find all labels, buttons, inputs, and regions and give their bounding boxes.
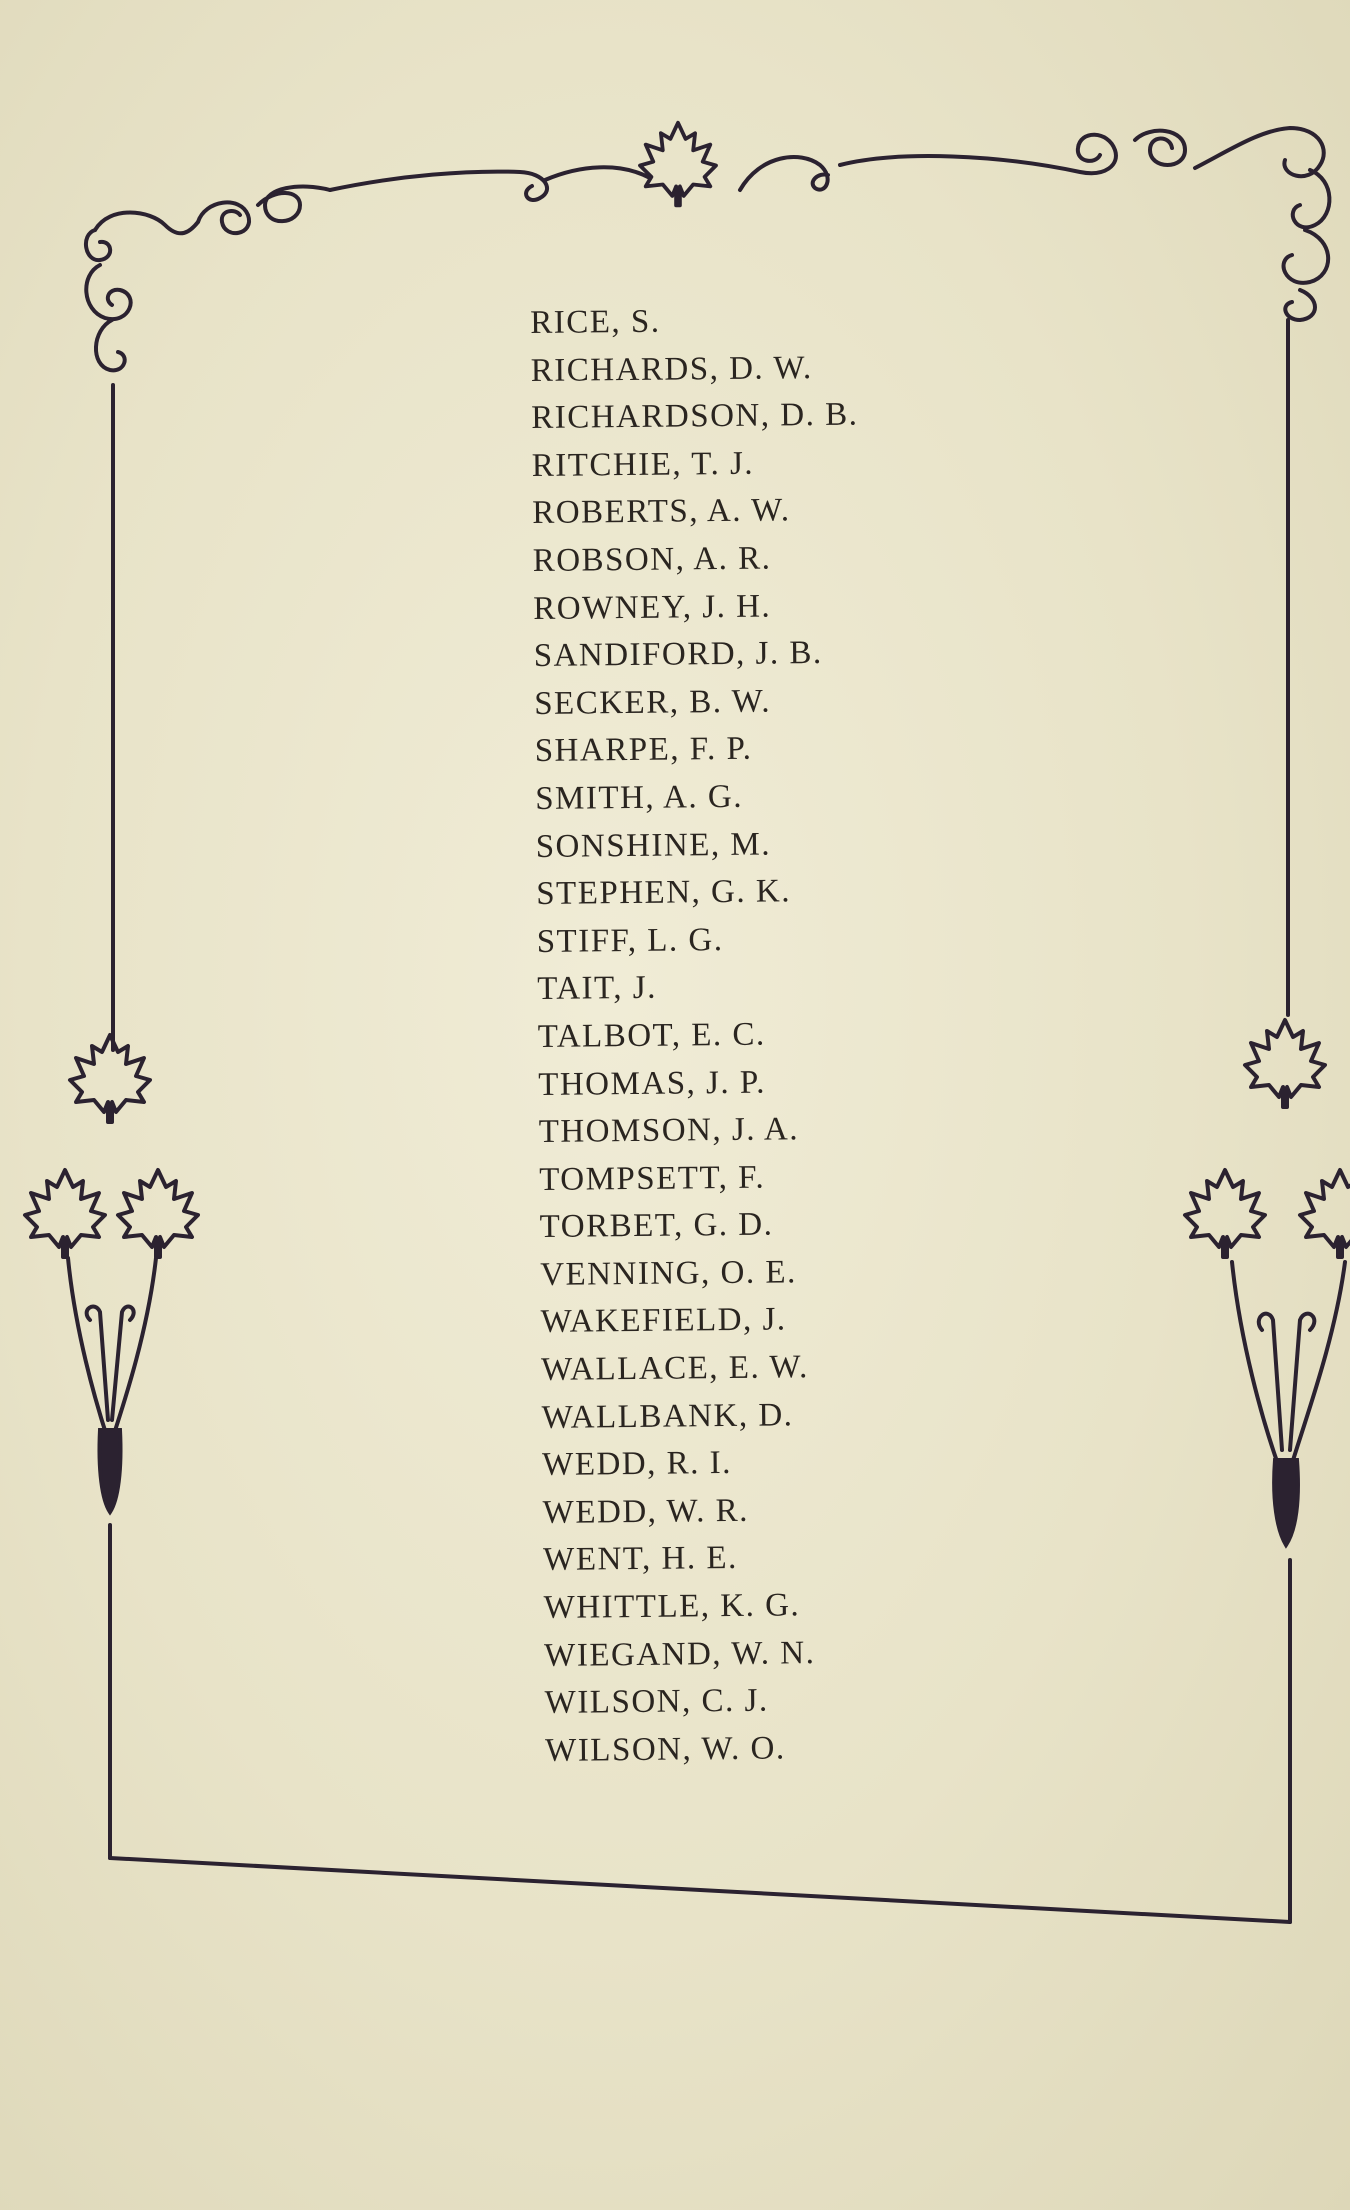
name-entry: THOMSON, J. A. — [538, 1111, 800, 1151]
name-entry: TOMPSETT, F. — [539, 1159, 766, 1198]
name-entry: STEPHEN, G. K. — [536, 873, 792, 913]
name-entry: WILSON, C. J. — [544, 1682, 769, 1722]
name-entry: SHARPE, F. P. — [534, 731, 753, 770]
name-entry: ROBSON, A. R. — [532, 540, 772, 579]
name-entry: WHITTLE, K. G. — [543, 1587, 801, 1626]
name-entry: WIEGAND, W. N. — [544, 1634, 816, 1674]
name-entry: SECKER, B. W. — [534, 683, 772, 722]
left-corner-curl — [86, 230, 131, 1050]
name-entry: WENT, H. E. — [543, 1540, 738, 1579]
right-leaf-cluster — [1185, 1020, 1350, 1545]
name-entry: WEDD, W. R. — [542, 1492, 750, 1531]
name-entry: SONSHINE, M. — [535, 826, 772, 865]
name-entry: RICHARDSON, D. B. — [531, 396, 859, 437]
name-entry: ROBERTS, A. W. — [532, 492, 791, 532]
name-entry: WALLBANK, D. — [541, 1396, 794, 1436]
maple-leaf-top — [640, 123, 716, 206]
name-entry: RICHARDS, D. W. — [530, 349, 813, 389]
name-entry: SANDIFORD, J. B. — [533, 635, 823, 675]
name-entry: RITCHIE, T. J. — [531, 445, 755, 484]
name-entry: WEDD, R. I. — [542, 1445, 733, 1484]
name-entry: WALLACE, E. W. — [541, 1349, 809, 1389]
name-entry: STIFF, L. G. — [536, 921, 724, 960]
name-entry: THOMAS, J. P. — [538, 1064, 767, 1103]
name-entry: TALBOT, E. C. — [537, 1016, 766, 1055]
name-entry: RICE, S. — [530, 303, 661, 341]
name-entry: WAKEFIELD, J. — [540, 1301, 787, 1341]
name-entry: WILSON, W. O. — [545, 1730, 786, 1769]
name-entry: TAIT, J. — [537, 970, 658, 1008]
name-entry: SMITH, A. G. — [535, 778, 744, 817]
right-corner-curl — [1284, 170, 1330, 1015]
name-entry: ROWNEY, J. H. — [533, 588, 772, 627]
names-list — [530, 297, 873, 1776]
name-entry: VENNING, O. E. — [540, 1254, 797, 1293]
left-leaf-cluster — [25, 1035, 198, 1512]
name-entry: TORBET, G. D. — [539, 1206, 774, 1246]
